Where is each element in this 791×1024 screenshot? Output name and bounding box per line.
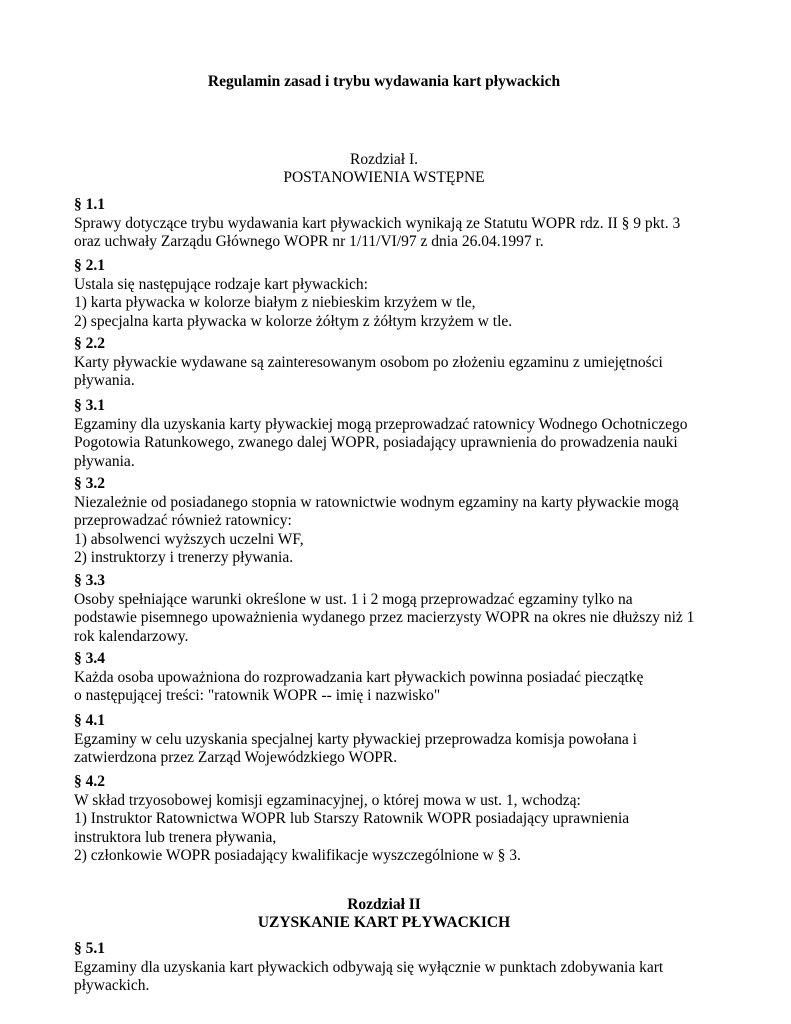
section-4-1	[74, 712, 714, 768]
section-text-line: 1) absolwenci wyższych uczelni WF,	[74, 530, 304, 548]
section-text-line: Osoby spełniające warunki określone w ust. 1 i 2 mogą przeprowadzać egzaminy tylko na	[74, 590, 633, 608]
chapter-2-number: Rozdział II	[347, 896, 421, 913]
section-text-line: 2) instruktorzy i trenerzy pływania.	[74, 549, 294, 567]
section-text-line: Pogotowia Ratunkowego, zwanego dalej WOPR, posiadający uprawnienia do prowadzenia nauki	[74, 434, 678, 452]
chapter-1-number: Rozdział I.	[349, 151, 418, 168]
section-text-line: instruktora lub trenera pływania,	[74, 828, 277, 846]
section-1-1	[74, 196, 714, 252]
section-text-line: Egzaminy dla uzyskania kart pływackich odbywają się wyłącznie w punktach zdobywania kart	[74, 958, 664, 976]
section-text-line: Ustala się następujące rodzaje kart pływackich:	[74, 275, 368, 293]
chapter-2-name: UZYSKANIE KART PŁYWACKICH	[257, 914, 511, 931]
section-heading: § 3.2	[74, 475, 105, 492]
section-3-2	[74, 475, 714, 568]
section-heading: § 2.1	[74, 257, 105, 274]
section-2-1	[74, 257, 714, 331]
section-text-line: 1) Instruktor Ratownictwa WOPR lub Starszy Ratownik WOPR posiadający uprawnienia	[74, 810, 630, 828]
chapter-1-name: POSTANOWIENIA WSTĘPNE	[283, 169, 485, 186]
chapter-2-heading	[74, 896, 694, 932]
section-text-line: pływania.	[74, 372, 135, 390]
section-text-line: pływania.	[74, 452, 135, 470]
section-heading: § 4.1	[74, 712, 105, 729]
section-text-line: pływackich.	[74, 977, 150, 995]
section-text-line: 1) karta pływacka w kolorze białym z niebieskim krzyżem w tle,	[74, 294, 476, 312]
section-3-3	[74, 572, 714, 646]
section-heading: § 3.1	[74, 397, 105, 414]
section-text-line: rok kalendarzowy.	[74, 627, 189, 645]
section-text-line: podstawie pisemnego upoważnienia wydanego przez macierzysty WOPR na okres nie dłuższy niż 1	[74, 609, 695, 627]
section-text-line: Każda osoba upoważniona do rozprowadzania kart pływackich powinna posiadać pieczątkę	[74, 668, 644, 686]
section-text-line: 2) członkowie WOPR posiadający kwalifikacje wyszczególnione w § 3.	[74, 847, 521, 865]
section-text-line: Karty pływackie wydawane są zainteresowanym osobom po złożeniu egzaminu z umiejętności	[74, 353, 663, 371]
section-text-line: 2) specjalna karta pływacka w kolorze żółtym z żółtym krzyżem w tle.	[74, 312, 513, 330]
section-text-line: przeprowadzać również ratownicy:	[74, 512, 292, 530]
section-3-4	[74, 650, 714, 706]
section-text-line: zatwierdzona przez Zarząd Wojewódzkiego WOPR.	[74, 749, 398, 767]
section-heading: § 3.4	[74, 650, 105, 667]
section-text-line: Niezależnie od posiadanego stopnia w ratownictwie wodnym egzaminy na karty pływackie mogą	[74, 493, 679, 511]
section-heading: § 3.3	[74, 572, 105, 589]
section-text-line: Sprawy dotyczące trybu wydawania kart pływackich wynikają ze Statutu WOPR rdz. II § 9 pkt. 3	[74, 214, 681, 232]
section-2-2	[74, 335, 714, 391]
section-text-line: Egzaminy w celu uzyskania specjalnej karty pływackiej przeprowadza komisja powołana i	[74, 730, 637, 748]
section-heading: § 1.1	[74, 196, 105, 213]
section-text-line: oraz uchwały Zarządu Głównego WOPR nr 1/11/VI/97 z dnia 26.04.1997 r.	[74, 233, 544, 251]
section-3-1	[74, 397, 714, 471]
section-text-line: W skład trzyosobowej komisji egzaminacyjnej, o której mowa w ust. 1, wchodzą:	[74, 791, 581, 809]
section-text-line: Egzaminy dla uzyskania karty pływackiej mogą przeprowadzać ratownicy Wodnego Ochotniczego	[74, 415, 688, 433]
section-text-line: o następującej treści: "ratownik WOPR -- imię i nazwisko"	[74, 687, 441, 705]
section-heading: § 4.2	[74, 773, 105, 790]
section-4-2	[74, 773, 714, 866]
section-5-1	[74, 940, 714, 996]
chapter-1-heading	[74, 151, 694, 187]
section-heading: § 2.2	[74, 335, 105, 352]
document-title: Regulamin zasad i trybu wydawania kart pływackich	[207, 73, 561, 90]
section-heading: § 5.1	[74, 940, 105, 957]
